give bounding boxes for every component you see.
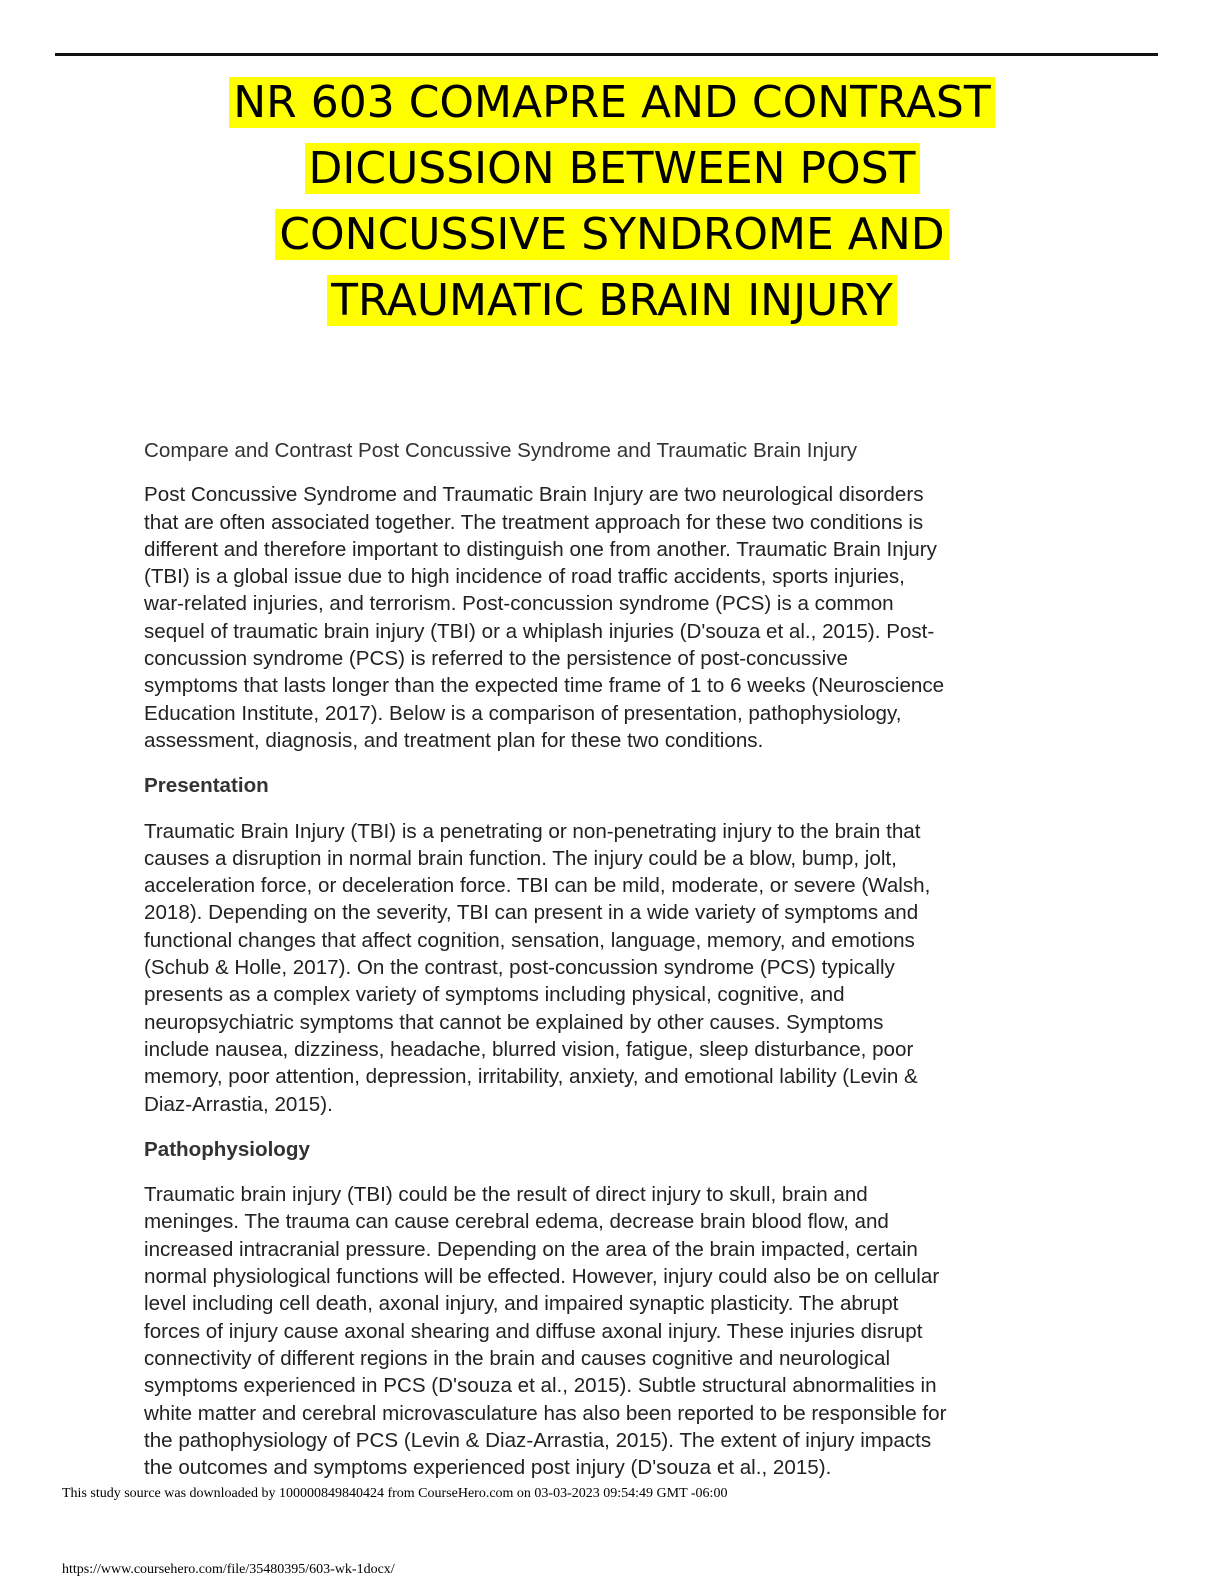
title-line-3-text: CONCUSSIVE SYNDROME AND — [275, 209, 948, 260]
title-line-1-text: NR 603 COMAPRE AND CONTRAST — [229, 77, 994, 128]
download-source-note: This study source was downloaded by 100000849840424 from CourseHero.com on 03-03-2023 09:54:49 GMT -06:00 — [62, 1486, 728, 1501]
document-heading: Compare and Contrast Post Concussive Syndrome and Traumatic Brain Injury — [144, 439, 858, 462]
title-line-2-text: DICUSSION BETWEEN POST — [305, 143, 920, 194]
source-url: https://www.coursehero.com/file/35480395/603-wk-1docx/ — [62, 1562, 395, 1577]
top-rule — [55, 53, 1158, 56]
section-body-presentation: Traumatic Brain Injury (TBI) is a penetrating or non-penetrating injury to the brain that causes a disruption in normal brain function. The injury could be a blow, bump, jolt, acceleration force, or deceleration force. TBI can be mild, moderate, or severe (Walsh, 2018). Depending on the severity, TBI can present in a wide variety of symptoms and functional changes that affect cognition, sensation, language, memory, and emotions (Schub & Holle, 2017). On the contrast, post-concussion syndrome (PCS) typically presents as a complex variety of symptoms including physical, cognitive, and neuropsychiatric symptoms that cannot be explained by other causes. Symptoms include nausea, dizziness, headache, blurred vision, fatigue, sleep disturbance, poor memory, poor attention, depression, irritability, anxiety, and emotional lability (Levin & Diaz-Arrastia, 2015). — [144, 819, 931, 1116]
document-title — [150, 70, 1074, 334]
title-line-4 — [150, 268, 1074, 334]
title-line-4-text: TRAUMATIC BRAIN INJURY — [327, 275, 897, 326]
section-heading-pathophysiology: Pathophysiology — [144, 1137, 310, 1161]
section-body-pathophysiology: Traumatic brain injury (TBI) could be the result of direct injury to skull, brain and meninges. The trauma can cause cerebral edema, decrease brain blood flow, and increased intracranial pressure. Depending on the area of the brain impacted, certain normal physiological functions will be effected. However, injury could also be on cellular level including cell death, axonal injury, and impaired synaptic plasticity. The abrupt forces of injury cause axonal shearing and diffuse axonal injury. These injuries disrupt connectivity of different regions in the brain and causes cognitive and neurological symptoms experienced in PCS (D'souza et al., 2015). Subtle structural abnormalities in white matter and cerebral microvasculature has also been reported to be responsible for the pathophysiology of PCS (Levin & Diaz-Arrastia, 2015). The extent of injury impacts the outcomes and symptoms experienced post injury (D'souza et al., 2015). — [144, 1183, 947, 1480]
title-line-1 — [150, 70, 1074, 136]
title-line-2 — [150, 136, 1074, 202]
intro-paragraph: Post Concussive Syndrome and Traumatic Brain Injury are two neurological disorders that are often associated together. The treatment approach for these two conditions is different and therefore important to distinguish one from another. Traumatic Brain Injury (TBI) is a global issue due to high incidence of road traffic accidents, sports injuries, war-related injuries, and terrorism. Post-concussion syndrome (PCS) is a common sequel of traumatic brain injury (TBI) or a whiplash injuries (D'souza et al., 2015). Post- concussion syndrome (PCS) is referred to the persistence of post-concussive symptoms that lasts longer than the expected time frame of 1 to 6 weeks (Neuroscience Education Institute, 2017). Below is a comparison of presentation, pathophysiology, assessment, diagnosis, and treatment plan for these two conditions. — [144, 483, 945, 752]
document-body — [144, 437, 1084, 1499]
section-heading-presentation: Presentation — [144, 774, 269, 798]
title-line-3 — [150, 202, 1074, 268]
